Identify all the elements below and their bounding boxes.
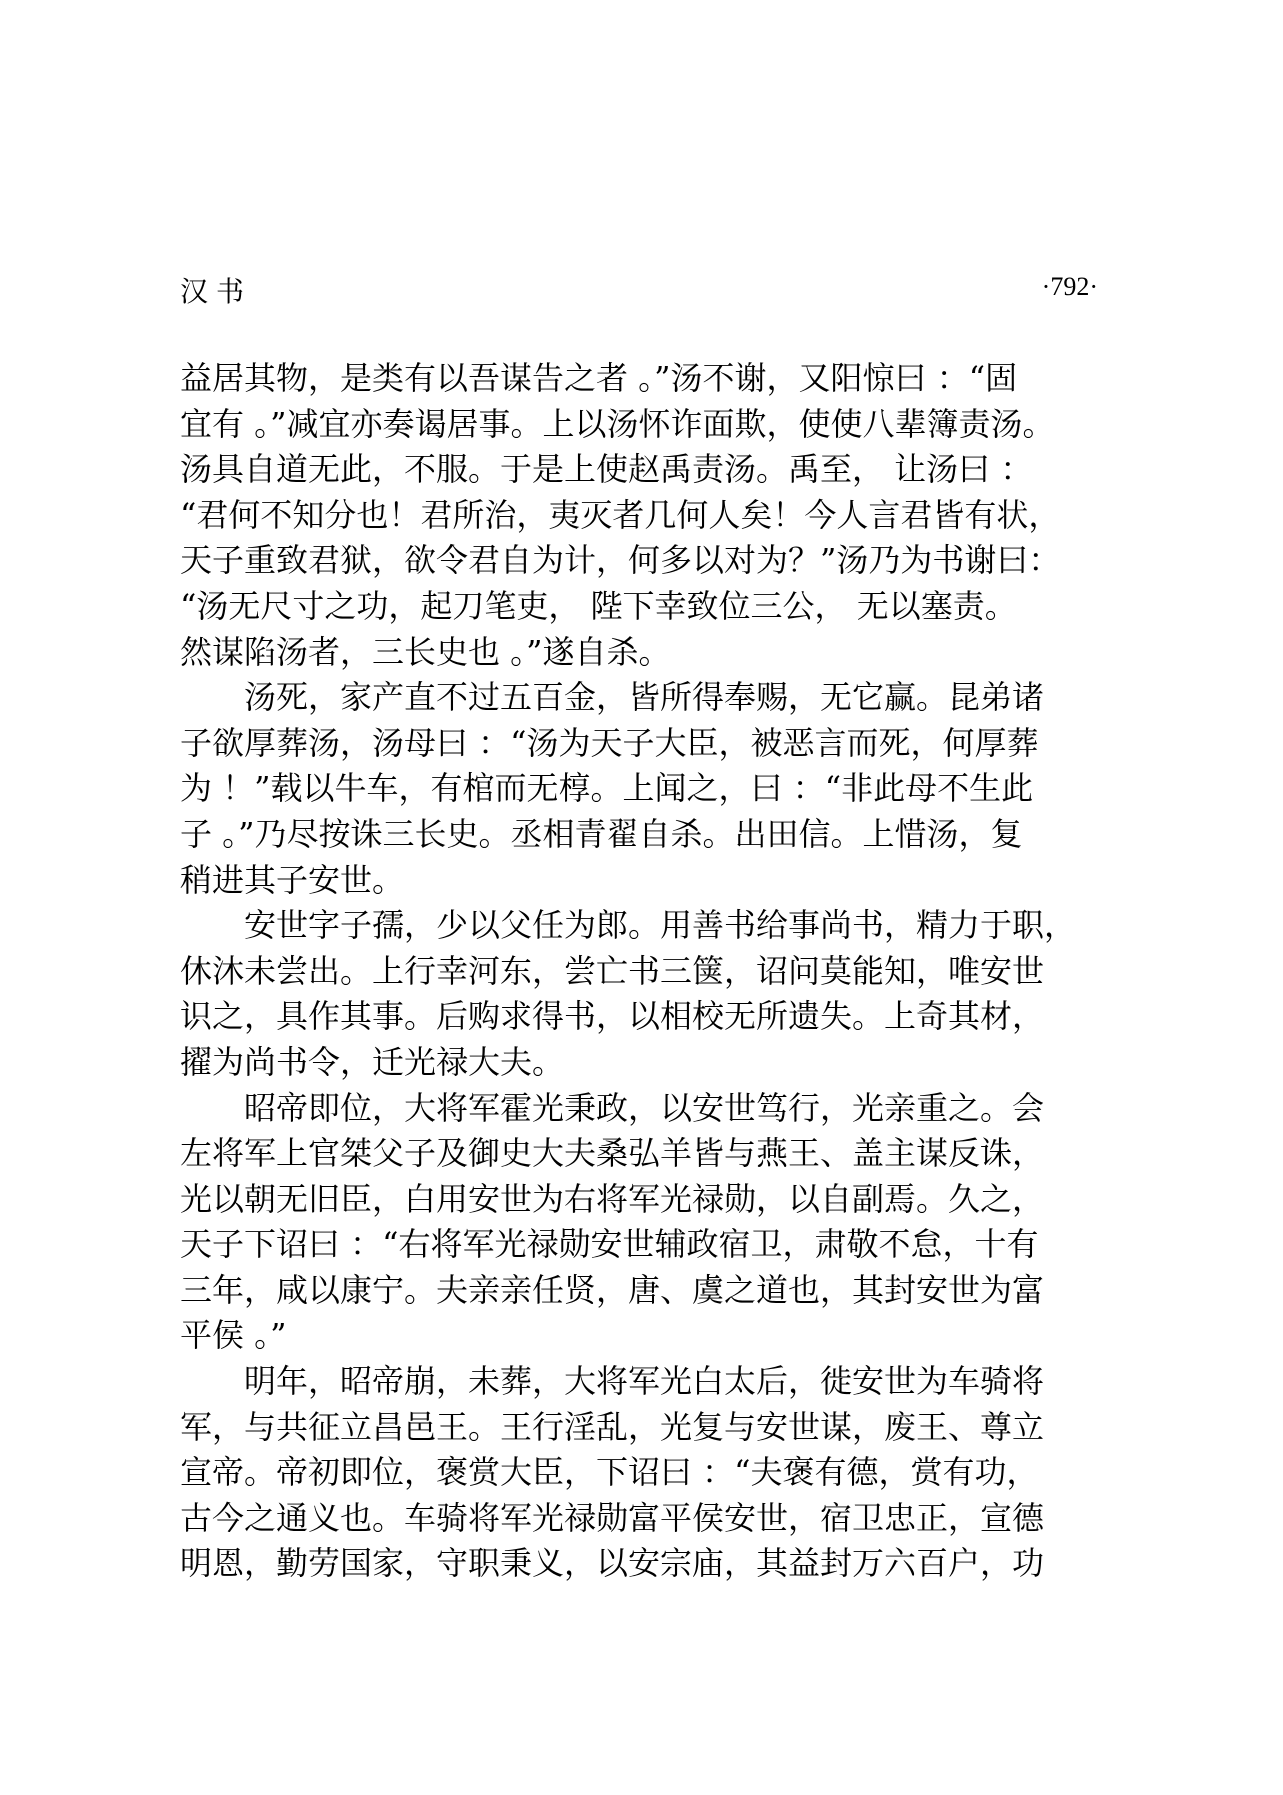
text-line: 稍进其子安世。 xyxy=(180,860,405,899)
text-line: 明恩，勤劳国家，守职秉义，以安宗庙，其益封万六百户，功 xyxy=(180,1544,1045,1583)
text-line: “汤无尺寸之功，起刀笔吏， 陛下幸致位三公， 无以塞责。 xyxy=(180,586,1017,625)
text-line: 古今之通义也。车骑将军光禄勋富平侯安世，宿卫忠正，宣德 xyxy=(180,1498,1045,1537)
text-line: 安世字子孺，少以父任为郎。用善书给事尚书，精力于职， xyxy=(244,906,1077,945)
body-text xyxy=(180,356,1100,1587)
text-line: “君何不知分也！君所治，夷灭者几何人矣！今人言君皆有状， xyxy=(180,495,1061,534)
running-head xyxy=(180,270,1098,310)
text-line: 子欲厚葬汤，汤母曰 ：“汤为天子大臣，被恶言而死，何厚葬 xyxy=(180,723,1039,762)
text-line: 宣帝。帝初即位，褒赏大臣，下诏曰 ：“夫褒有德，赏有功， xyxy=(180,1453,1039,1492)
text-line: 然谋陷汤者，三长史也 。”遂自杀。 xyxy=(180,632,671,671)
text-line: 休沐未尝出。上行幸河东，尝亡书三箧，诏问莫能知，唯安世 xyxy=(180,951,1045,990)
text-line: 宜有 。”减宜亦奏谒居事。上以汤怀诈面欺，使使八辈簿责汤。 xyxy=(180,404,1055,443)
page-number: ·792· xyxy=(1041,272,1098,301)
text-line: 益居其物，是类有以吾谋告之者 。”汤不谢，又阳惊曰 ：“固 xyxy=(180,359,1018,397)
book-title: 汉书 xyxy=(180,275,253,308)
text-line: 明年，昭帝崩，未葬，大将军光白太后，徙安世为车骑将 xyxy=(244,1362,1045,1401)
text-line: 平侯 。” xyxy=(180,1316,287,1355)
text-line: 左将军上官桀父子及御史大夫桑弘羊皆与燕王、盖主谋反诛， xyxy=(180,1134,1045,1173)
text-line: 识之，具作其事。后购求得书，以相校无所遗失。上奇其材， xyxy=(180,997,1045,1036)
text-line: 军，与共征立昌邑王。王行淫乱，光复与安世谋，废王、尊立 xyxy=(180,1407,1045,1446)
text-line: 天子重致君狱，欲令君自为计，何多以对为？”汤乃为书谢曰： xyxy=(180,541,1061,580)
text-line: 光以朝无旧臣，白用安世为右将军光禄勋，以自副焉。久之， xyxy=(180,1179,1045,1218)
text-line: 天子下诏曰 ：“右将军光禄勋安世辅政宿卫，肃敬不怠，十有 xyxy=(180,1225,1039,1264)
text-line: 汤具自道无此，不服。于是上使赵禹责汤。禹至， 让汤曰 ： xyxy=(180,450,1033,489)
text-line: 汤死，家产直不过五百金，皆所得奉赐，无它赢。昆弟诸 xyxy=(244,678,1045,717)
text-line: 三年，咸以康宁。夫亲亲任贤，唐、虞之道也，其封安世为富 xyxy=(180,1270,1045,1309)
text-line: 为 ！”载以牛车，有棺而无椁。上闻之，曰 ：“非此母不生此 xyxy=(180,769,1034,808)
text-line: 擢为尚书令，迁光禄大夫。 xyxy=(180,1042,565,1081)
text-line: 昭帝即位，大将军霍光秉政，以安世笃行，光亲重之。会 xyxy=(244,1088,1045,1127)
text-line: 子 。”乃尽按诛三长史。丞相青翟自杀。出田信。上惜汤，复 xyxy=(180,814,1023,853)
